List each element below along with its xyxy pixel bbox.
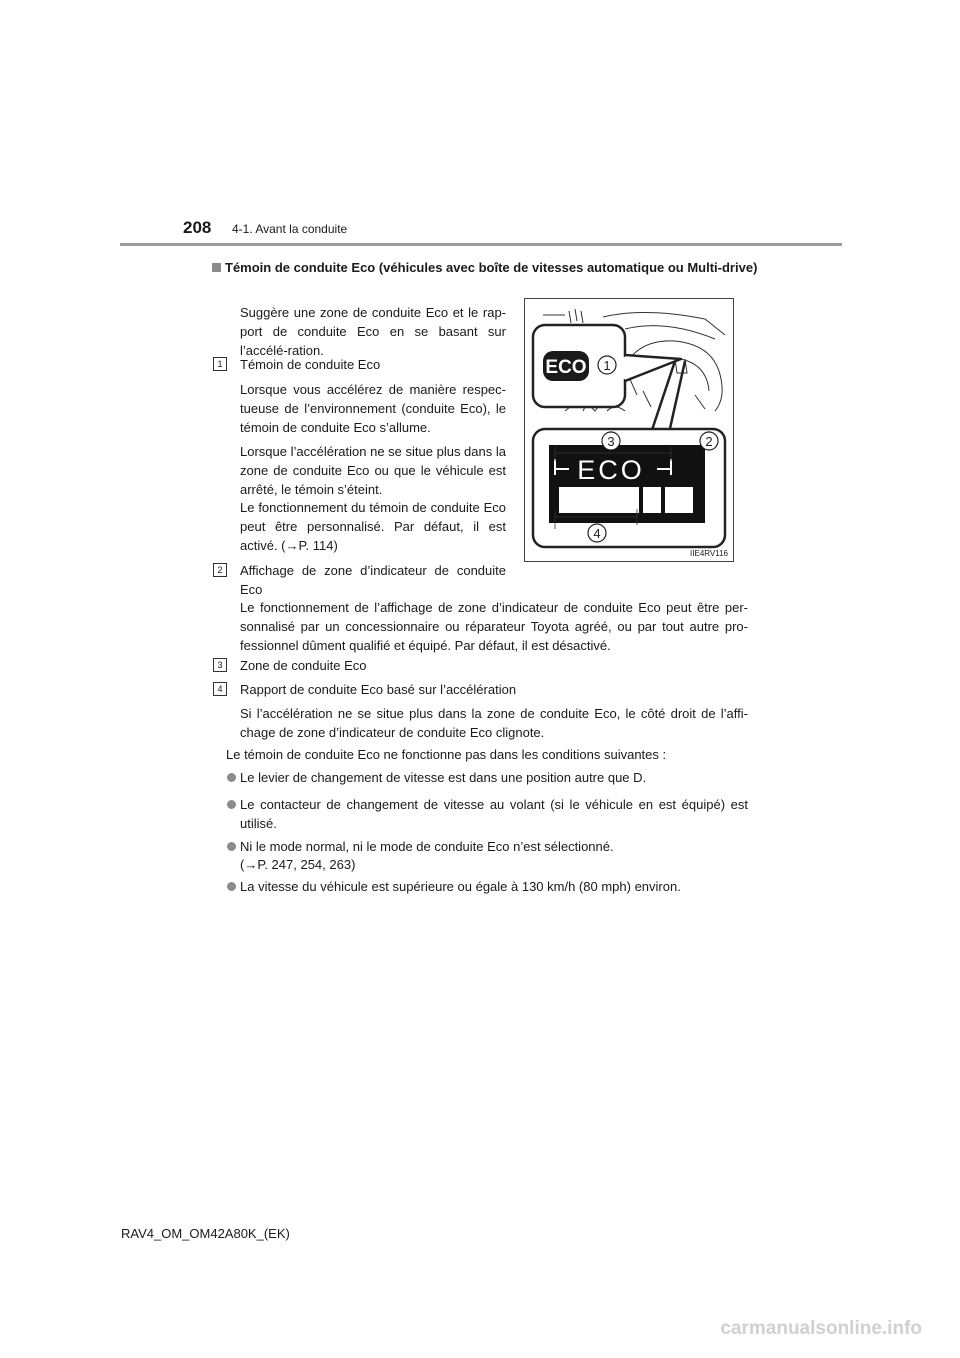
section-heading: [212, 258, 760, 277]
item-1-paragraph-3: Le fonctionnement du témoin de conduite Eco peut être personnalisé. Par défaut, il est activé. (→P. 114): [240, 500, 506, 553]
section-title: 4-1. Avant la conduite: [232, 222, 348, 236]
bullet-icon: [227, 842, 236, 851]
eco-badge-label: ECO: [545, 357, 587, 378]
watermark: carmanualsonline.info: [720, 1318, 922, 1339]
item-4-text: Si l’accélération ne se situe plus dans la zone de conduite Eco, le côté droit de l’affi-chage de zone d’indicateur de conduite Eco clignote.: [240, 706, 748, 740]
item-number-1: 1: [213, 357, 227, 371]
callout-2: 2: [705, 434, 713, 449]
eco-display-label: ECO: [577, 455, 645, 485]
intro-paragraph: Suggère une zone de conduite Eco et le rap-port de conduite Eco en se basant sur l’accélé-ration.: [240, 305, 506, 358]
item-2-title-line-2: Eco: [240, 582, 263, 597]
callout-3: 3: [607, 434, 615, 449]
page-number: 208: [183, 218, 212, 237]
item-3-title: Zone de conduite Eco: [240, 658, 367, 673]
item-4-title: Rapport de conduite Eco basé sur l’accélération: [240, 682, 517, 697]
bullet-icon: [227, 882, 236, 891]
condition-4: La vitesse du véhicule est supérieure ou égale à 130 km/h (80 mph) environ.: [240, 879, 681, 894]
item-number-3: 3: [213, 658, 227, 672]
callout-1: 1: [603, 358, 611, 373]
item-1-paragraph-1: Lorsque vous accélérez de manière respec-tueuse de l’environnement (conduite Eco), le témoin de conduite Eco s’allume.: [240, 382, 506, 435]
condition-1: Le levier de changement de vitesse est dans une position autre que D.: [240, 770, 647, 785]
item-number-4: 4: [213, 682, 227, 696]
condition-2: Le contacteur de changement de vitesse au volant (si le véhicule en est équipé) est utilisé.: [240, 797, 748, 831]
bullet-icon: [227, 773, 236, 782]
header-divider: [120, 243, 842, 246]
condition-3-reference: (→P. 247, 254, 263): [240, 857, 356, 872]
conditions-intro: Le témoin de conduite Eco ne fonctionne pas dans les conditions suivantes :: [226, 747, 667, 762]
document-code: RAV4_OM_OM42A80K_(EK): [121, 1226, 290, 1241]
condition-3: Ni le mode normal, ni le mode de conduite Eco n’est sélectionné.: [240, 839, 614, 854]
item-1-paragraph-2: Lorsque l’accélération ne se situe plus dans la zone de conduite Eco ou que le véhicule est arrêté, le témoin s’éteint.: [240, 444, 506, 497]
bullet-icon: [227, 800, 236, 809]
item-1-title: Témoin de conduite Eco: [240, 357, 381, 372]
figure-code: IIE4RV116: [690, 549, 728, 558]
section-heading-text: Témoin de conduite Eco (véhicules avec boîte de vitesses automatique ou Multi-drive): [225, 260, 758, 275]
callout-4: 4: [593, 526, 601, 541]
square-bullet-icon: [212, 263, 221, 272]
item-2-text: Le fonctionnement de l’affichage de zone d’indicateur de conduite Eco peut être per-sonnalisé par un concessionnaire ou réparateur Toyota agréé, ou par tout autre pro-fessionnel dûment qualifié et équipé. Par défaut, il est désactivé.: [240, 600, 748, 653]
item-number-2: 2: [213, 563, 227, 577]
eco-indicator-illustration: [524, 298, 734, 562]
item-2-title-line-1: Affichage de zone d’indicateur de conduite: [240, 563, 506, 578]
